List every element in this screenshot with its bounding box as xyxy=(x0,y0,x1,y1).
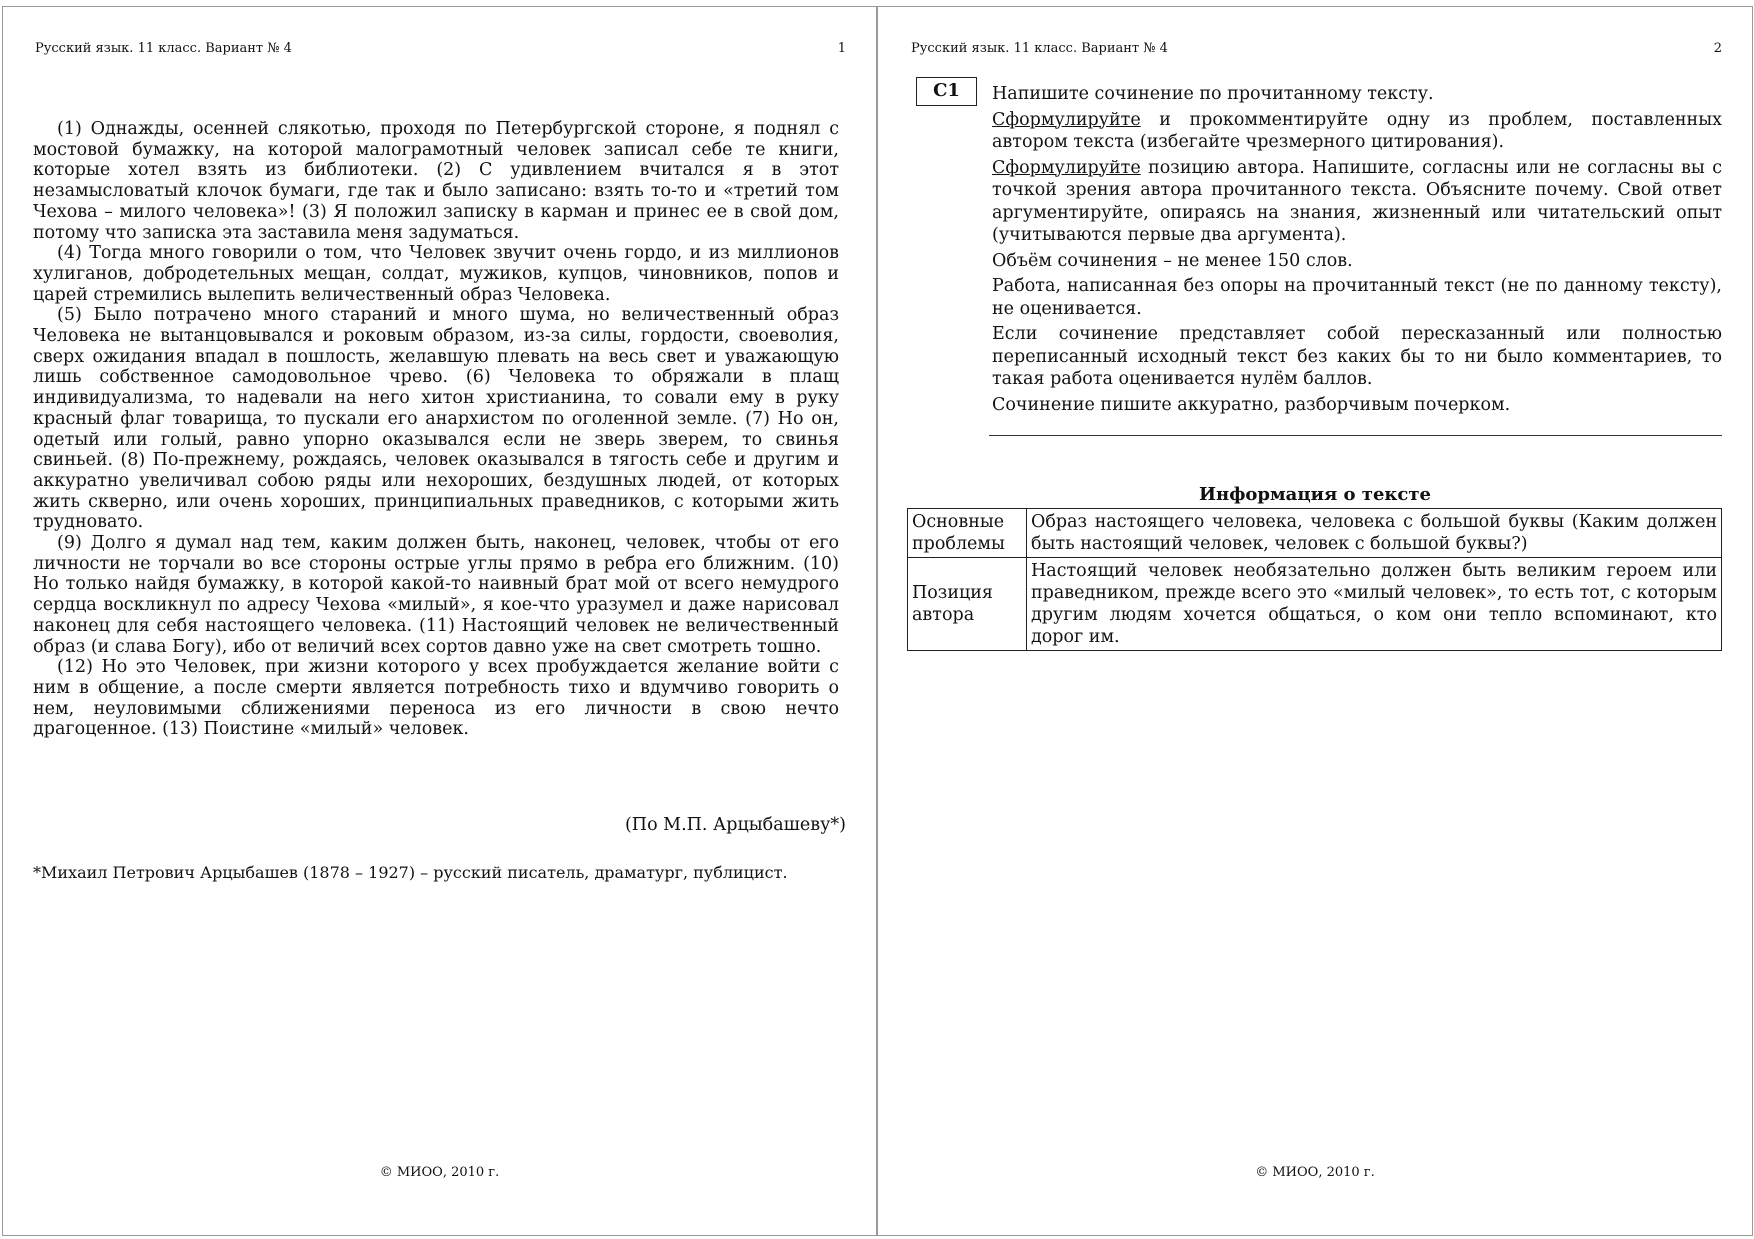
page-number: 2 xyxy=(1713,41,1722,56)
info-title: Информация о тексте xyxy=(1199,484,1431,505)
source-text xyxy=(33,119,839,740)
task-paragraph-3 xyxy=(992,157,1722,247)
text-paragraph: (1) Однажды, осенней слякотью, проходя по Петербургской стороне, я поднял с мостовой бумажку, на которой малограмотный человек записал себе те книги, которые хотел взять из библиотеки. (2) С удивлением вчитался я в этот незамысловатый клочок бумаги, где так и было записано: взять то-то и «третий том Чехова – милого человека»! (3) Я положил записку в карман и принес ее в свой дом, потому что записка эта заставила меня задуматься. xyxy=(33,119,839,243)
source-attribution: (По М.П. Арцыбашеву*) xyxy=(624,815,846,835)
page-number: 1 xyxy=(837,41,846,56)
page-1 xyxy=(2,6,877,1236)
task-text: и прокомментируйте одну из проблем, поставленных автором текста (избегайте чрезмерного цитирования). xyxy=(992,109,1722,152)
footnote: *Михаил Петрович Арцыбашев (1878 – 1927) – русский писатель, драматург, публицист. xyxy=(33,863,788,882)
task-paragraph-6: Если сочинение представляет собой пересказанный или полностью переписанный исходный текст без каких бы то ни было комментариев, то такая работа оценивается нулём баллов. xyxy=(992,324,1722,389)
info-table xyxy=(907,508,1722,651)
page-header: Русский язык. 11 класс. Вариант № 4 xyxy=(911,41,1168,56)
text-paragraph: (12) Но это Человек, при жизни которого у всех пробуждается желание войти с ним в общение, а после смерти является потребность тихо и вдумчиво говорить о нем, неуловимыми сближениями переноса из его личности в свою нечто драгоценное. (13) Поистине «милый» человек. xyxy=(33,657,839,740)
underlined-keyword: Сформулируйте xyxy=(992,109,1141,130)
task-line-1: Напишите сочинение по прочитанному тексту. xyxy=(992,84,1434,104)
page-footer: © МИОО, 2010 г. xyxy=(379,1165,500,1180)
page-2 xyxy=(877,6,1753,1236)
table-value-cell: Настоящий человек необязательно должен быть великим героем или праведником, прежде всего это «милый человек», то есть тот, с которым другим людям хочется общаться, о ком они тепло вспоминают, кто дорог им. xyxy=(1027,558,1722,651)
page-header: Русский язык. 11 класс. Вариант № 4 xyxy=(35,41,292,56)
text-paragraph: (9) Долго я думал над тем, каким должен быть, наконец, человек, чтобы от его личности не торчали во все стороны острые углы прямо в ребра его ближним. (10) Но только найдя бумажку, в которой какой-то наивный брат мой от всего немудрого сердца воскликнул по адресу Чехова «милый», я кое-что уразумел и даже нарисовал наконец для себя настоящего человека. (11) Настоящий человек не величественный образ (и слава Богу), ибо от величий всех сортов давно уже на свет смотреть тошно. xyxy=(33,533,839,657)
divider xyxy=(989,435,1722,436)
text-paragraph: (4) Тогда много говорили о том, что Человек звучит очень гордо, и из миллионов хулиганов, добродетельных мещан, солдат, мужиков, купцов, чиновников, попов и царей стремились вылепить величественный образ Человека. xyxy=(33,243,839,305)
table-row xyxy=(908,509,1722,558)
task-instructions xyxy=(992,83,1722,419)
table-key-cell: Основные проблемы xyxy=(908,509,1027,558)
task-paragraph-4: Объём сочинения – не менее 150 слов. xyxy=(992,250,1353,271)
table-row xyxy=(908,558,1722,651)
underlined-keyword: Сформулируйте xyxy=(992,157,1141,178)
task-text: позицию автора. Напишите, согласны или не согласны вы с точкой зрения автора прочитанного текста. Объясните почему. Свой ответ аргументируйте, опираясь на знания, жизненный или читательский опыт (учитываются первые два аргумента). xyxy=(992,157,1722,245)
task-label-box: С1 xyxy=(916,77,977,106)
table-key-cell: Позиция автора xyxy=(908,558,1027,651)
task-paragraph-5: Работа, написанная без опоры на прочитанный текст (не по данному тексту), не оценивается. xyxy=(992,276,1722,319)
page-footer: © МИОО, 2010 г. xyxy=(1255,1165,1375,1180)
text-paragraph: (5) Было потрачено много стараний и много шума, но величественный образ Человека не вытанцовывался и роковым образом, из-за силы, гордости, своеволия, сверх ожидания впадал в пошлость, желавшую плевать на весь свет и уважающую лишь собственное самодовольное чрево. (6) Человека то обряжали в плащ индивидуализма, то надевали на него хитон христианина, то совали ему в руку красный флаг товарища, то пускали его анархистом по оголенной земле. (7) Но он, одетый или голый, равно упорно оказывался если не зверь зверем, то свинья свиньей. (8) По-прежнему, рождаясь, человек оказывался в тягость себе и другим и аккуратно увеличивал собою ряды или нехороших, бездушных людей, от которых жить скверно, или очень хороших, принципиальных праведников, с которыми жить трудновато. xyxy=(33,305,839,533)
task-paragraph-7: Сочинение пишите аккуратно, разборчивым почерком. xyxy=(992,394,1511,415)
table-value-cell: Образ настоящего человека, человека с большой буквы (Каким должен быть настоящий человек, человек с большой буквы?) xyxy=(1027,509,1722,558)
task-paragraph-2 xyxy=(992,109,1722,154)
